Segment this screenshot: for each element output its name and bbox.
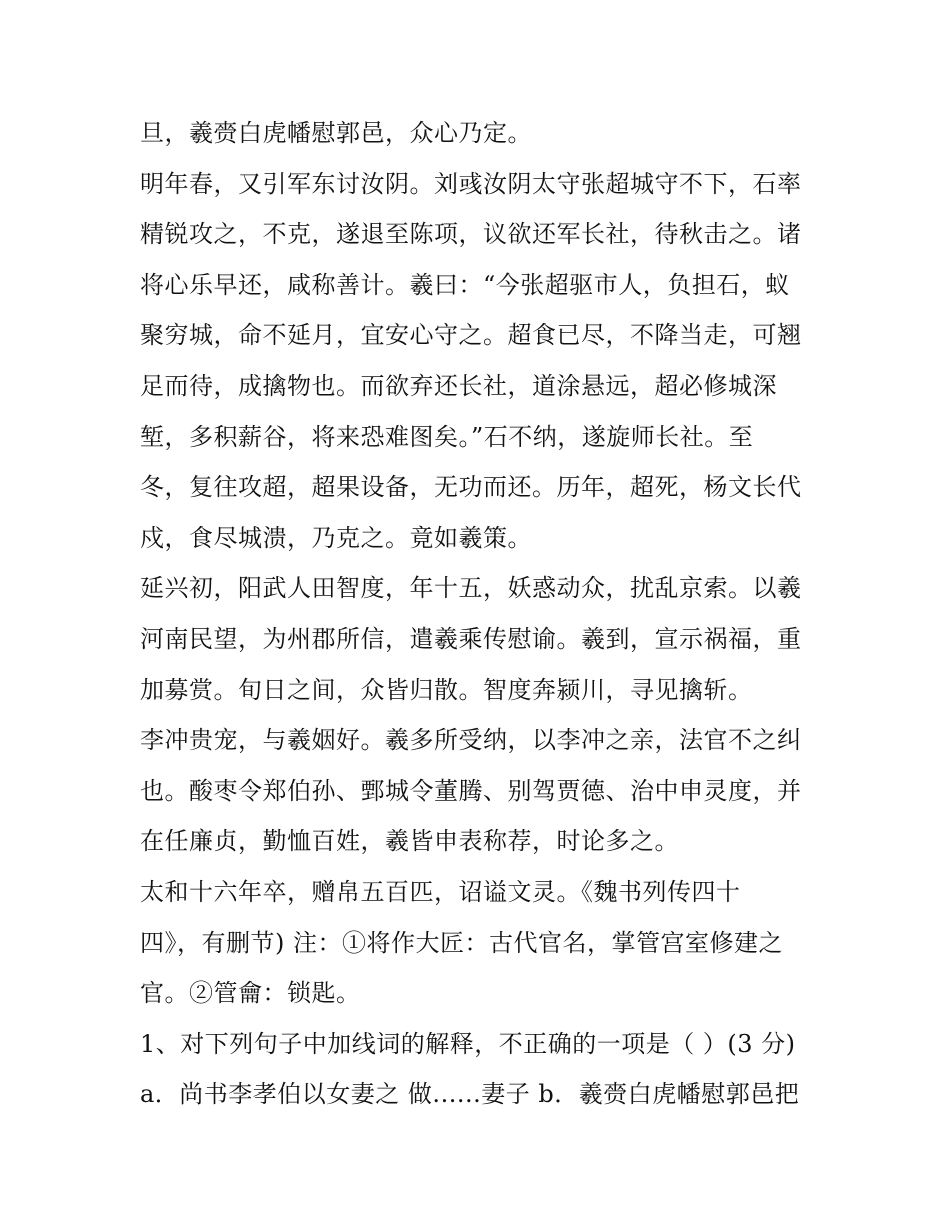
text-line-10: 延兴初，阳武人田智度，年十五，妖惑动众，扰乱京索。以羲: [140, 574, 802, 603]
text-line-4: 将心乐早还，咸称善计。羲曰：“今张超驱市人，负担石，蚁: [140, 270, 790, 299]
text-line-15: 在任廉贞，勤恤百姓，羲皆申表称荐，时论多之。: [140, 827, 679, 856]
text-line-14: 也。酸枣令郑伯孙、鄄城令董腾、别驾贾德、治中申灵度，并: [140, 776, 802, 805]
text-line-13: 李冲贵宠，与羲姻好。羲多所受纳，以李冲之亲，法官不之纠: [140, 726, 802, 755]
question-1-options: a．尚书李孝伯以女妻之 做......妻子 b．羲赍白虎幡慰郭邑把: [140, 1080, 800, 1109]
text-line-11: 河南民望，为州郡所信，遣羲乘传慰谕。羲到，宣示祸福，重: [140, 624, 802, 653]
text-line-17: 四》，有删节) 注：①将作大匠：古代官名，掌管宫室修建之: [140, 928, 783, 957]
text-line-16: 太和十六年卒，赠帛五百匹，诏谥文灵。《魏书列传四十: [140, 877, 741, 906]
question-1-stem: 1、对下列句子中加线词的解释，不正确的一项是（ ）(3 分): [140, 1029, 796, 1058]
text-line-8: 冬，复往攻超，超果设备，无功而还。历年，超死，杨文长代: [140, 473, 802, 502]
text-line-3: 精锐攻之，不克，遂退至陈项，议欲还军长社，待秋击之。诸: [140, 220, 802, 249]
text-line-6: 足而待，成擒物也。而欲弃还长社，道涂悬远，超必修城深: [140, 371, 777, 400]
text-line-1: 旦，羲赍白虎幡慰郭邑，众心乃定。: [140, 119, 532, 147]
text-line-9: 戍，食尽城溃，乃克之。竟如羲策。: [140, 523, 532, 552]
text-line-7: 堑，多积薪谷，将来恐难图矣。”石不纳，遂旋师长社。至: [140, 422, 754, 451]
text-line-2: 明年春，又引军东讨汝阴。刘彧汝阴太守张超城守不下，石率: [140, 169, 802, 198]
text-line-18: 官。②管龠：锁匙。: [140, 979, 361, 1008]
text-line-12: 加募赏。旬日之间，众皆归散。智度奔颍川，寻见擒斩。: [140, 675, 753, 704]
document-body: [140, 108, 820, 1120]
text-line-5: 聚穷城，命不延月，宜安心守之。超食已尽，不降当走，可翘: [140, 321, 802, 350]
